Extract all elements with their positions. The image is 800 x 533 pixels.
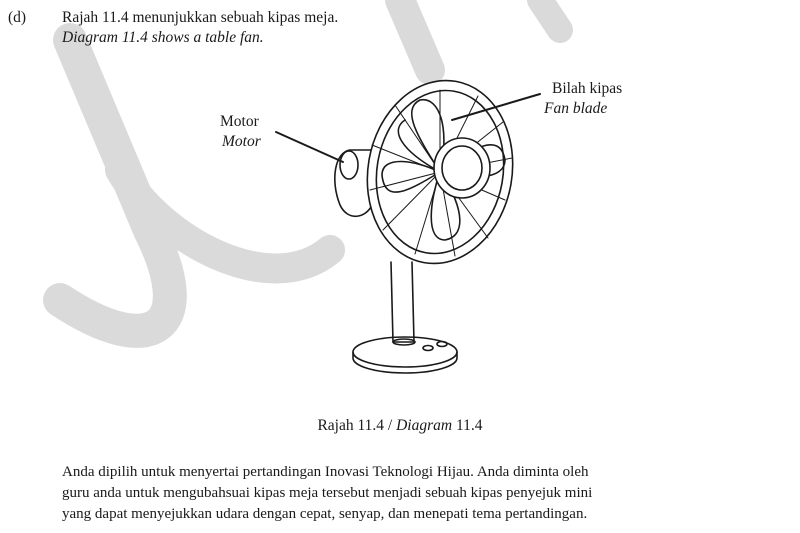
question-label: (d) bbox=[8, 9, 27, 26]
paragraph-line: guru anda untuk mengubahsuai kipas meja tersebut menjadi sebuah kipas penyejuk mini bbox=[62, 485, 593, 501]
caption-english: Diagram bbox=[396, 417, 453, 434]
fan-stand bbox=[391, 262, 414, 342]
intro-malay: Rajah 11.4 menunjukkan sebuah kipas meja. bbox=[62, 9, 339, 26]
caption-number: 11.4 bbox=[452, 417, 483, 434]
fan-blade-label-ms: Bilah kipas bbox=[552, 80, 623, 97]
motor-label-ms: Motor bbox=[220, 113, 259, 130]
fan-blade-label-en: Fan blade bbox=[544, 100, 608, 117]
intro-english: Diagram 11.4 shows a table fan. bbox=[62, 29, 264, 46]
paragraph-line: yang dapat menyejukkan udara dengan cepat, senyap, dan menepati tema pertandingan. bbox=[62, 506, 588, 522]
paragraph-line: Anda dipilih untuk menyertai pertandingan Inovasi Teknologi Hijau. Anda diminta oleh bbox=[62, 464, 589, 480]
diagram-caption bbox=[0, 416, 800, 436]
caption-malay: Rajah 11.4 / bbox=[317, 417, 397, 434]
motor-leader-line bbox=[276, 132, 343, 162]
motor-label-en: Motor bbox=[222, 133, 261, 150]
